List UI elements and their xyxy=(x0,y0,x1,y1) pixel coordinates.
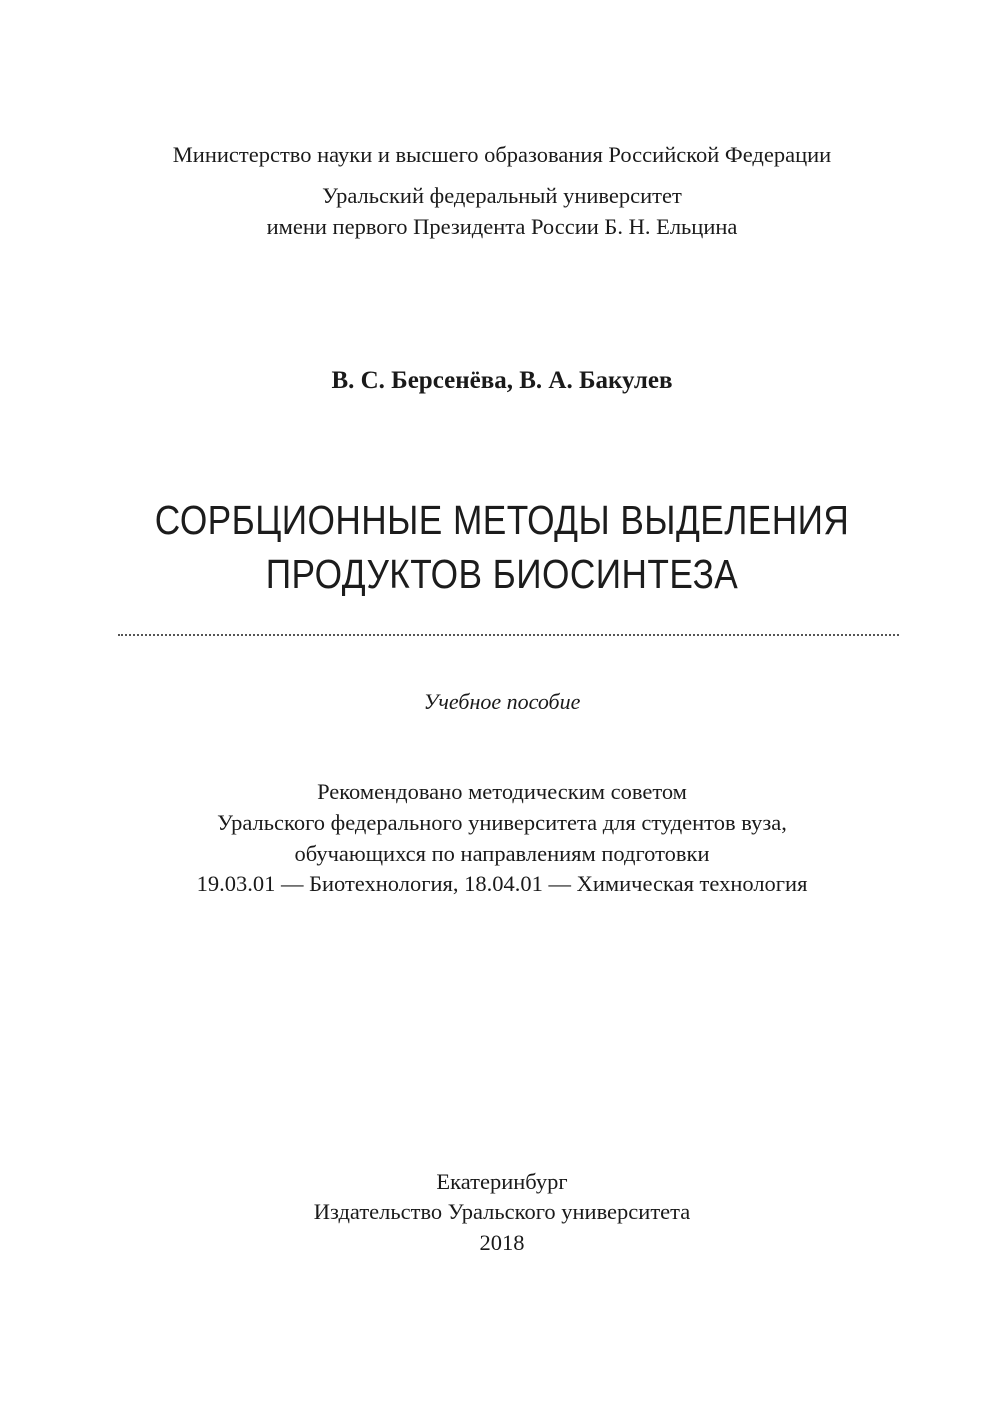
imprint-city: Екатеринбург xyxy=(436,1169,568,1194)
book-title-line1: СОРБЦИОННЫЕ МЕТОДЫ ВЫДЕЛЕНИЯ xyxy=(154,497,850,543)
publication-type: Учебное пособие xyxy=(423,689,581,714)
recommendation-line2: Уральского федерального университета для студентов вуза, xyxy=(217,810,787,835)
book-title-line2: ПРОДУКТОВ БИОСИНТЕЗА xyxy=(265,551,739,597)
dotted-divider xyxy=(118,634,899,636)
recommendation-line1: Рекомендовано методическим советом xyxy=(317,779,687,804)
imprint-year: 2018 xyxy=(479,1230,525,1255)
university-name-line1: Уральский федеральный университет xyxy=(322,183,682,208)
ministry-name: Министерство науки и высшего образования Российской Федерации xyxy=(172,142,832,167)
university-name-line2: имени первого Президента России Б. Н. Ельцина xyxy=(266,214,738,239)
authors: В. С. Берсенёва, В. А. Бакулев xyxy=(331,367,673,394)
recommendation-line3: обучающихся по направлениям подготовки xyxy=(294,841,710,866)
recommendation-line4: 19.03.01 — Биотехнология, 18.04.01 — Химическая технология xyxy=(196,871,808,896)
imprint-publisher: Издательство Уральского университета xyxy=(313,1199,691,1224)
